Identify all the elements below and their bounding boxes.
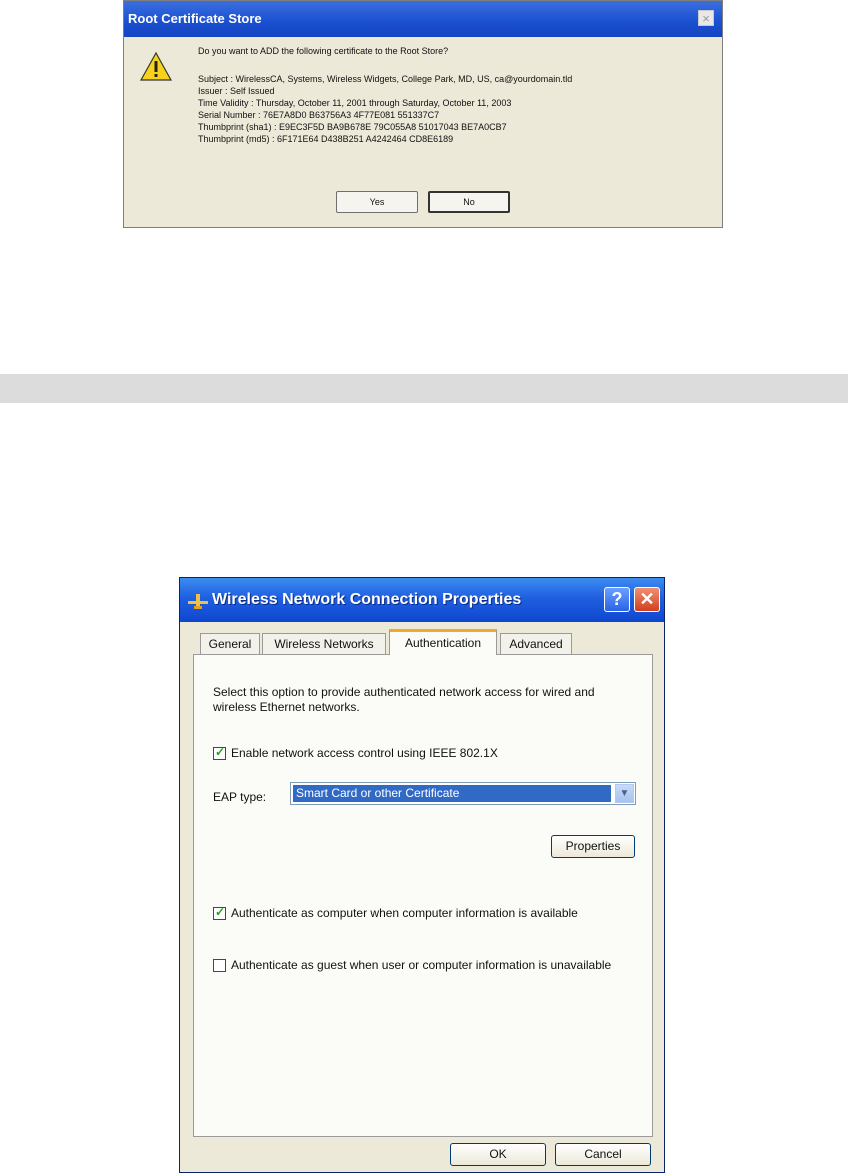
enable-8021x-label[interactable]: Enable network access control using IEEE 802.1X [231,746,498,760]
auth-guest-checkbox[interactable] [213,959,226,972]
titlebar [180,578,664,622]
detail-md5: Thumbprint (md5) : 6F171E64 D438B251 A4242464 CD8E6189 [198,134,454,144]
detail-sha1: Thumbprint (sha1) : E9EC3F5D BA9B678E 79C055A8 51017043 BE7A0CB7 [198,122,507,132]
close-icon[interactable]: × [698,10,714,26]
detail-serial: Serial Number : 76E7A8D0 B63756A3 4F77E081 551337C7 [198,110,440,120]
root-certificate-dialog [123,0,723,228]
close-icon[interactable]: ✕ [634,587,660,612]
yes-button[interactable]: Yes [336,191,418,213]
tab-authentication[interactable]: Authentication [389,629,497,655]
auth-guest-label[interactable]: Authenticate as guest when user or computer information is unavailable [231,958,612,972]
warning-icon [140,51,172,83]
eap-type-value: Smart Card or other Certificate [293,785,611,802]
properties-button[interactable]: Properties [551,835,635,858]
tab-wireless-networks[interactable]: Wireless Networks [262,633,386,654]
auth-computer-checkbox[interactable] [213,907,226,920]
question-text: Do you want to ADD the following certificate to the Root Store? [198,46,449,56]
detail-validity: Time Validity : Thursday, October 11, 2001 through Saturday, October 11, 2003 [198,98,512,108]
certificate-details [198,73,572,145]
dialog-title: Wireless Network Connection Properties [212,591,522,608]
eap-type-select[interactable] [290,782,636,805]
tab-general[interactable]: General [200,633,260,654]
ok-button[interactable]: OK [450,1143,546,1166]
detail-subject: Subject : WirelessCA, Systems, Wireless Widgets, College Park, MD, US, ca@yourdomain.tld [198,74,573,84]
wireless-properties-dialog [179,577,665,1173]
checkmark-icon: ✓ [215,905,226,919]
tab-advanced[interactable]: Advanced [500,633,572,654]
cancel-button[interactable]: Cancel [555,1143,651,1166]
description-text: Select this option to provide authenticated network access for wired and wireless Ethernet networks. [213,685,595,714]
help-icon[interactable]: ? [604,587,630,612]
dialog-title: Root Certificate Store [128,11,262,26]
auth-computer-label[interactable]: Authenticate as computer when computer information is available [231,906,578,920]
enable-8021x-checkbox[interactable] [213,747,226,760]
detail-issuer: Issuer : Self Issued [198,86,275,96]
eap-type-label: EAP type: [213,790,267,804]
network-icon [188,592,208,610]
checkmark-icon: ✓ [215,745,226,759]
authentication-panel [193,654,653,1137]
titlebar [124,1,722,37]
no-button[interactable]: No [428,191,510,213]
separator-band [0,374,848,403]
chevron-down-icon[interactable]: ▼ [615,784,634,803]
